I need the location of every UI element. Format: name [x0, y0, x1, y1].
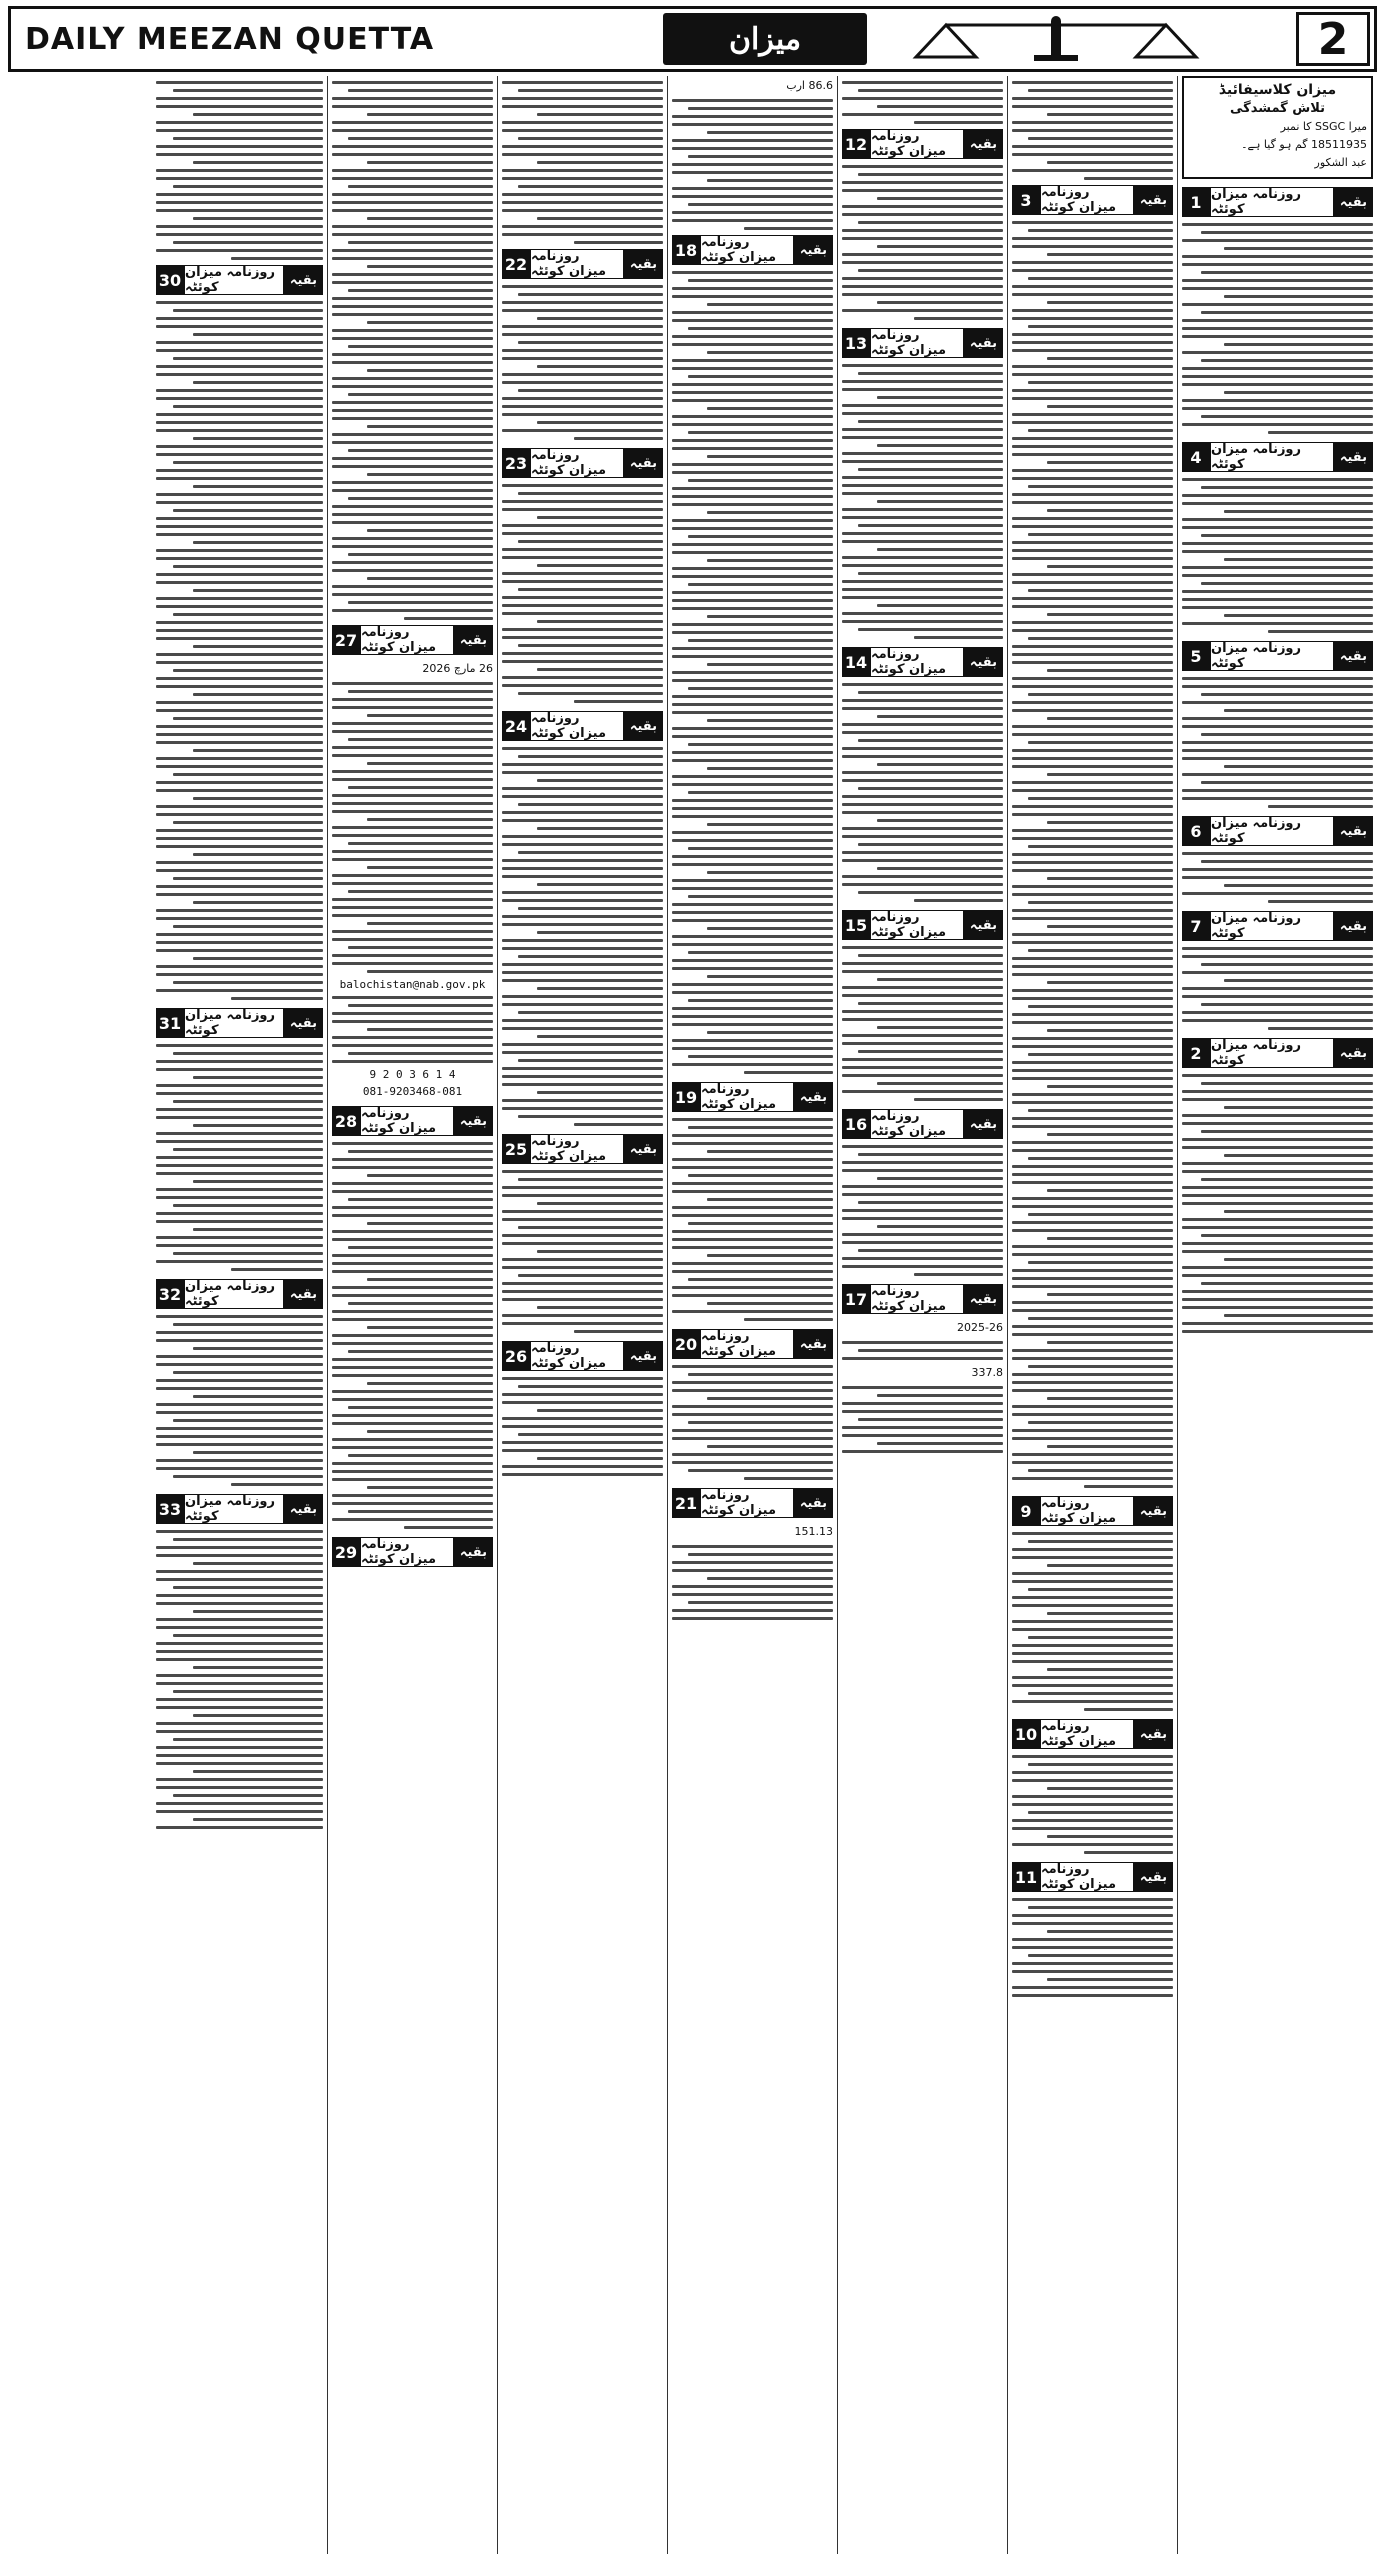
story-heading [1182, 1038, 1373, 1068]
story-continuation [1182, 1038, 1373, 1333]
story-text [1182, 852, 1373, 903]
heading-tag: بقیہ [284, 265, 323, 295]
heading-tag: بقیہ [794, 235, 833, 265]
story-text [672, 99, 833, 230]
story-continuation [1182, 816, 1373, 903]
classified-line: 18511935 گم ہو گیا ہے۔ [1241, 138, 1367, 151]
story-text [672, 1545, 833, 1620]
story-continuation [672, 235, 833, 1074]
story-number: 1 [1182, 187, 1210, 217]
story-number: 14 [842, 647, 870, 677]
masthead-title: DAILY MEEZAN QUETTA [25, 21, 435, 57]
story-text [1012, 1532, 1173, 1711]
story-heading [332, 1106, 493, 1136]
story-number: 5 [1182, 641, 1210, 671]
story-continuation [1012, 1496, 1173, 1711]
column-5 [497, 76, 667, 2554]
story-number: 21 [672, 1488, 700, 1518]
heading-tag: بقیہ [624, 448, 663, 478]
heading-tag: بقیہ [1334, 911, 1373, 941]
contact-phone: 9 2 0 3 6 1 4 [369, 1068, 456, 1081]
story-number: 17 [842, 1284, 870, 1314]
classified-subtitle: تلاش گمشدگی [1230, 101, 1325, 116]
story-number: 15 [842, 910, 870, 940]
story-number: 6 [1182, 816, 1210, 846]
heading-brand: روزنامہ میزان کوئٹہ [1210, 1038, 1334, 1068]
story-heading [1012, 185, 1173, 215]
page-number: 2 [1296, 12, 1370, 66]
story-text [1012, 81, 1173, 180]
story-text [502, 81, 663, 244]
story-heading [156, 265, 323, 295]
heading-brand: روزنامہ میزان کوئٹہ [700, 1329, 794, 1359]
inline-figure: 151.13 [794, 1525, 833, 1538]
heading-brand: روزنامہ میزان کوئٹہ [870, 910, 964, 940]
column-3 [837, 76, 1007, 2554]
story-continuation [502, 1341, 663, 1476]
story-text [842, 1386, 1003, 1453]
story-number: 13 [842, 328, 870, 358]
story-continuation [156, 265, 323, 1000]
contact-email: balochistan@nab.gov.pk [339, 978, 486, 991]
heading-tag: بقیہ [964, 328, 1003, 358]
story-continuation [842, 1109, 1003, 1276]
story-number: 29 [332, 1537, 360, 1567]
story-text [156, 81, 323, 260]
heading-tag: بقیہ [284, 1279, 323, 1309]
story-continuation [842, 1284, 1003, 1453]
story-heading [842, 328, 1003, 358]
heading-tag: بقیہ [454, 1537, 493, 1567]
story-number: 33 [156, 1494, 184, 1524]
story-number: 4 [1182, 442, 1210, 472]
story-text [502, 285, 663, 440]
inline-figure: 337.8 [971, 1366, 1003, 1379]
heading-brand: روزنامہ میزان کوئٹہ [1210, 442, 1334, 472]
heading-tag: بقیہ [284, 1494, 323, 1524]
story-continuation [332, 1537, 493, 1567]
heading-tag: بقیہ [794, 1082, 833, 1112]
story-heading [842, 910, 1003, 940]
heading-brand: روزنامہ میزان کوئٹہ [1210, 911, 1334, 941]
inline-figure: 86.6 ارب [786, 79, 833, 92]
story-text [1012, 221, 1173, 1488]
story-text [842, 683, 1003, 902]
heading-tag: بقیہ [1334, 442, 1373, 472]
heading-brand: روزنامہ میزان کوئٹہ [360, 1537, 454, 1567]
story-heading [672, 1082, 833, 1112]
story-continuation [672, 1082, 833, 1321]
story-heading [502, 1134, 663, 1164]
contact-phone: 081-9203468-081 [362, 1085, 463, 1098]
story-number: 11 [1012, 1862, 1040, 1892]
heading-brand: روزنامہ میزان کوئٹہ [184, 265, 284, 295]
story-continuation [842, 129, 1003, 320]
heading-tag: بقیہ [1134, 1496, 1173, 1526]
story-continuation [1182, 442, 1373, 633]
story-continuation [502, 448, 663, 703]
story-continuation [332, 625, 493, 1098]
story-heading [1182, 911, 1373, 941]
heading-brand: روزنامہ میزان کوئٹہ [184, 1279, 284, 1309]
heading-brand: روزنامہ میزان کوئٹہ [360, 1106, 454, 1136]
heading-tag: بقیہ [454, 625, 493, 655]
heading-brand: روزنامہ میزان کوئٹہ [1210, 641, 1334, 671]
story-text [332, 1142, 493, 1529]
heading-brand: روزنامہ میزان کوئٹہ [530, 249, 624, 279]
masthead [8, 6, 1377, 72]
heading-tag: بقیہ [1134, 1719, 1173, 1749]
story-heading [156, 1279, 323, 1309]
story-number: 2 [1182, 1038, 1210, 1068]
classified-line: عبد الشکور [1314, 156, 1367, 169]
story-number: 32 [156, 1279, 184, 1309]
story-number: 22 [502, 249, 530, 279]
heading-brand: روزنامہ میزان کوئٹہ [1040, 1496, 1134, 1526]
story-heading [502, 711, 663, 741]
story-continuation [1182, 641, 1373, 808]
story-heading [156, 1008, 323, 1038]
heading-tag: بقیہ [454, 1106, 493, 1136]
heading-tag: بقیہ [794, 1488, 833, 1518]
story-continuation [332, 1106, 493, 1529]
heading-brand: روزنامہ میزان کوئٹہ [530, 1134, 624, 1164]
story-heading [842, 129, 1003, 159]
story-number: 19 [672, 1082, 700, 1112]
heading-tag: بقیہ [624, 1341, 663, 1371]
heading-brand: روزنامہ میزان کوئٹہ [1040, 185, 1134, 215]
heading-tag: بقیہ [1334, 187, 1373, 217]
story-continuation [672, 1329, 833, 1480]
heading-brand: روزنامہ میزان کوئٹہ [1040, 1862, 1134, 1892]
heading-brand: روزنامہ میزان کوئٹہ [184, 1008, 284, 1038]
story-text [842, 364, 1003, 639]
heading-brand: روزنامہ میزان کوئٹہ [1210, 187, 1334, 217]
heading-brand: روزنامہ میزان کوئٹہ [870, 129, 964, 159]
story-number: 18 [672, 235, 700, 265]
heading-brand: روزنامہ میزان کوئٹہ [700, 235, 794, 265]
heading-brand: روزنامہ میزان کوئٹہ [530, 1341, 624, 1371]
story-continuation [502, 711, 663, 1126]
heading-tag: بقیہ [794, 1329, 833, 1359]
story-heading [1012, 1719, 1173, 1749]
story-continuation [1012, 1862, 1173, 1997]
heading-tag: بقیہ [964, 129, 1003, 159]
story-number: 26 [502, 1341, 530, 1371]
story-text [156, 1315, 323, 1486]
heading-brand: روزنامہ میزان کوئٹہ [530, 448, 624, 478]
story-number: 27 [332, 625, 360, 655]
story-text [332, 682, 493, 973]
heading-tag: بقیہ [1134, 185, 1173, 215]
story-continuation [842, 328, 1003, 639]
story-continuation [842, 910, 1003, 1101]
column-7 [152, 76, 327, 2554]
heading-brand: روزنامہ میزان کوئٹہ [870, 328, 964, 358]
story-number: 20 [672, 1329, 700, 1359]
heading-brand: روزنامہ میزان کوئٹہ [870, 647, 964, 677]
story-text [672, 271, 833, 1074]
story-heading [1012, 1496, 1173, 1526]
story-heading [1182, 187, 1373, 217]
story-text [1182, 947, 1373, 1030]
story-text [502, 747, 663, 1126]
story-text [156, 1530, 323, 1829]
story-number: 10 [1012, 1719, 1040, 1749]
scales-of-justice-icon [906, 15, 1206, 63]
story-continuation [502, 249, 663, 440]
story-number: 25 [502, 1134, 530, 1164]
story-heading [672, 235, 833, 265]
classified-box [1182, 76, 1373, 179]
story-text [502, 1170, 663, 1333]
story-text [842, 165, 1003, 320]
story-text [842, 1145, 1003, 1276]
story-text [1012, 1898, 1173, 1997]
story-heading [1182, 641, 1373, 671]
column-2 [1007, 76, 1177, 2554]
story-continuation [156, 1494, 323, 1829]
heading-brand: روزنامہ میزان کوئٹہ [1210, 816, 1334, 846]
heading-tag: بقیہ [1134, 1862, 1173, 1892]
story-continuation [1012, 185, 1173, 1488]
story-heading [332, 1537, 493, 1567]
story-text [1182, 478, 1373, 633]
story-text [1182, 677, 1373, 808]
story-continuation [156, 1008, 323, 1271]
story-continuation [502, 1134, 663, 1333]
story-text [672, 1365, 833, 1480]
column-1 [1177, 76, 1377, 2554]
heading-brand: روزنامہ میزان کوئٹہ [870, 1109, 964, 1139]
story-text [502, 1377, 663, 1476]
heading-tag: بقیہ [964, 1109, 1003, 1139]
story-text [332, 996, 493, 1063]
story-heading [672, 1329, 833, 1359]
inline-figure: 2025-26 [957, 1321, 1003, 1334]
story-text [842, 1341, 1003, 1360]
heading-tag: بقیہ [1334, 641, 1373, 671]
story-number: 23 [502, 448, 530, 478]
story-text [1182, 223, 1373, 434]
story-continuation [672, 1488, 833, 1620]
story-heading [502, 1341, 663, 1371]
story-number: 12 [842, 129, 870, 159]
heading-tag: بقیہ [624, 1134, 663, 1164]
inline-date: 26 مارچ 2026 [422, 662, 493, 675]
story-number: 3 [1012, 185, 1040, 215]
column-4 [667, 76, 837, 2554]
classified-title: میزان کلاسیفائیڈ [1218, 82, 1337, 98]
story-heading [842, 1284, 1003, 1314]
story-text [1012, 1755, 1173, 1854]
story-number: 28 [332, 1106, 360, 1136]
story-text [332, 81, 493, 620]
heading-tag: بقیہ [964, 910, 1003, 940]
story-text [842, 946, 1003, 1101]
classified-line: میرا SSGC کا نمبر [1280, 120, 1367, 133]
story-text [672, 1118, 833, 1321]
newspaper-logo: میزان [663, 13, 867, 65]
story-number: 9 [1012, 1496, 1040, 1526]
story-continuation [1182, 187, 1373, 434]
heading-brand: روزنامہ میزان کوئٹہ [360, 625, 454, 655]
heading-brand: روزنامہ میزان کوئٹہ [1040, 1719, 1134, 1749]
story-number: 16 [842, 1109, 870, 1139]
story-heading [502, 249, 663, 279]
story-text [1182, 1074, 1373, 1333]
heading-brand: روزنامہ میزان کوئٹہ [700, 1488, 794, 1518]
heading-tag: بقیہ [284, 1008, 323, 1038]
story-number: 31 [156, 1008, 184, 1038]
story-text [156, 301, 323, 1000]
heading-tag: بقیہ [1334, 816, 1373, 846]
story-text [842, 81, 1003, 124]
story-heading [502, 448, 663, 478]
heading-tag: بقیہ [624, 711, 663, 741]
story-heading [332, 625, 493, 655]
story-number: 30 [156, 265, 184, 295]
story-heading [156, 1494, 323, 1524]
story-continuation [842, 647, 1003, 902]
story-text [502, 484, 663, 703]
story-heading [842, 647, 1003, 677]
story-number: 7 [1182, 911, 1210, 941]
story-heading [1182, 816, 1373, 846]
story-heading [842, 1109, 1003, 1139]
story-heading [1182, 442, 1373, 472]
heading-brand: روزنامہ میزان کوئٹہ [530, 711, 624, 741]
story-text [156, 1044, 323, 1271]
story-heading [672, 1488, 833, 1518]
heading-tag: بقیہ [624, 249, 663, 279]
heading-brand: روزنامہ میزان کوئٹہ [700, 1082, 794, 1112]
story-continuation [1182, 911, 1373, 1030]
story-continuation [1012, 1719, 1173, 1854]
heading-brand: روزنامہ میزان کوئٹہ [870, 1284, 964, 1314]
heading-tag: بقیہ [1334, 1038, 1373, 1068]
columns [8, 76, 1377, 2554]
story-heading [1012, 1862, 1173, 1892]
heading-tag: بقیہ [964, 1284, 1003, 1314]
heading-brand: روزنامہ میزان کوئٹہ [184, 1494, 284, 1524]
story-number: 24 [502, 711, 530, 741]
column-6 [327, 76, 497, 2554]
heading-tag: بقیہ [964, 647, 1003, 677]
story-continuation [156, 1279, 323, 1486]
